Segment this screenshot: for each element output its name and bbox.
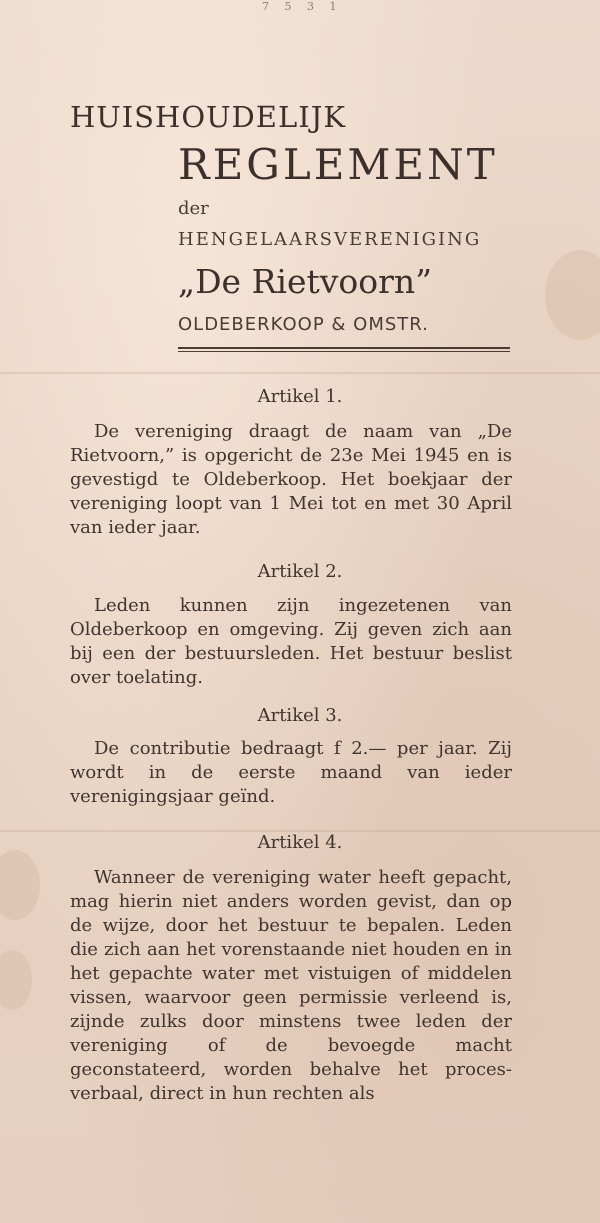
article-2-heading: Artikel 2. <box>257 561 343 582</box>
association-name: „De Rietvoorn” <box>178 262 433 301</box>
article-4-text: Wanneer de vereniging water heeft gepacht, mag hierin niet anders worden gevist, dan op de wijze, door het bestuur te bepalen. Leden die zich aan het vorenstaande niet houden en in het gepachte water met vistuigen of middelen vissen, waarvoor geen permissie verleend is, zijnde zulks door minstens twee leden der vereniging of de bevoegde macht geconstateerd, worden behalve het proces-verbaal, direct in hun rechten als <box>70 867 512 1104</box>
article-3-text: De contributie bedraagt f 2.— per jaar. Zij wordt in de eerste maand van ieder verenigingsjaar geïnd. <box>70 738 512 807</box>
paper-stain <box>0 850 40 920</box>
paper-fold <box>0 372 600 374</box>
association-type: HENGELAARSVERENIGING <box>178 229 482 250</box>
der-text: der <box>178 198 209 219</box>
article-2-text: Leden kunnen zijn ingezetenen van Oldeberkoop en omgeving. Zij geven zich aan bij een der bestuursleden. Het bestuur beslist over toelating. <box>70 595 512 688</box>
double-rule-thin <box>178 351 510 352</box>
article-1-text: De vereniging draagt de naam van „De Rietvoorn,” is opgericht de 23e Mei 1945 en is gevestigd te Oldeberkoop. Het boekjaar der vereniging loopt van 1 Mei tot en met 30 April van ieder jaar. <box>70 421 512 538</box>
location: OLDEBERKOOP & OMSTR. <box>178 314 429 335</box>
paper-stain <box>0 950 32 1010</box>
article-4-heading: Artikel 4. <box>257 832 343 853</box>
article-3-heading: Artikel 3. <box>257 705 343 726</box>
stamp-number: 7 5 3 1 <box>262 0 343 13</box>
article-1-heading: Artikel 1. <box>257 386 343 407</box>
double-rule-thick <box>178 347 510 349</box>
title-line-1: HUISHOUDELIJK <box>70 100 346 134</box>
title-line-2: REGLEMENT <box>178 140 498 189</box>
paper-stain <box>545 250 600 340</box>
